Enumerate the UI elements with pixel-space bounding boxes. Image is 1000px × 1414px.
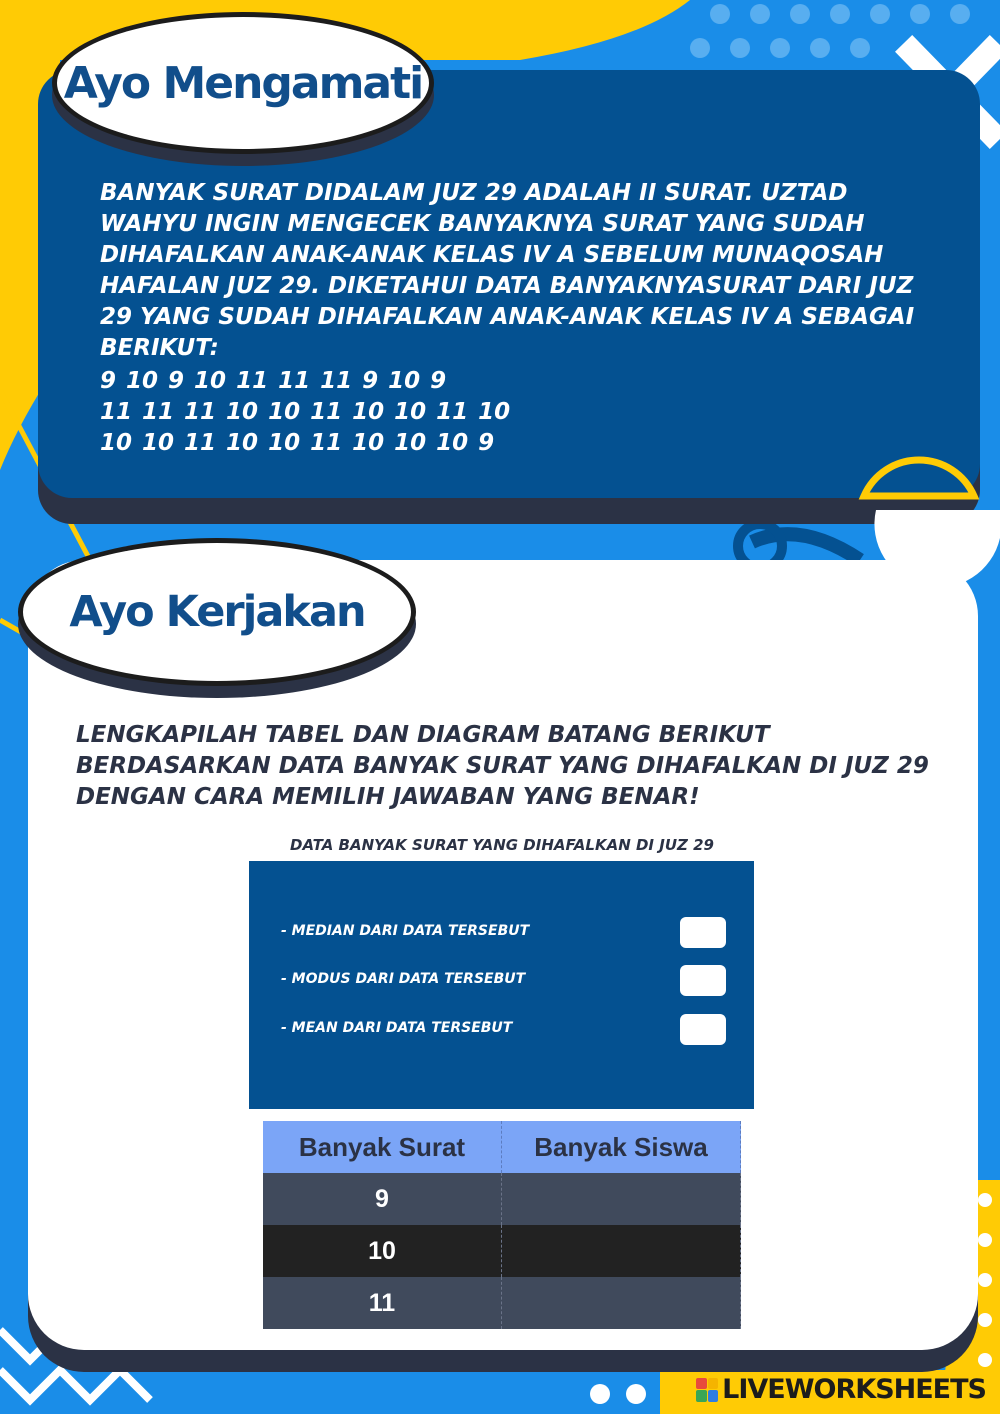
table-title: DATA BANYAK SURAT YANG DIHAFALKAN DI JUZ 29 (290, 836, 714, 854)
siswa-answer-cell[interactable] (502, 1277, 741, 1329)
data-row (100, 366, 520, 397)
stat-row-mean (281, 1014, 721, 1046)
table-row (263, 1225, 741, 1277)
data-value: 11 (142, 399, 175, 425)
data-value: 11 (184, 430, 217, 456)
data-value: 10 (126, 368, 159, 394)
mean-answer-input[interactable] (680, 1014, 726, 1045)
data-value: 10 (394, 399, 427, 425)
data-value: 11 (310, 430, 343, 456)
brand-name: LIVEWORKSHEETS (722, 1374, 986, 1405)
dot-pattern-top (690, 4, 970, 58)
data-value: 10 (142, 430, 175, 456)
stat-row-mode (281, 965, 721, 997)
mode-answer-input[interactable] (680, 965, 726, 996)
data-value: 10 (436, 430, 469, 456)
data-value: 11 (100, 399, 133, 425)
data-value: 9 (100, 368, 117, 394)
table-row (263, 1173, 741, 1225)
data-value: 10 (478, 399, 511, 425)
stat-row-median (281, 917, 721, 949)
column-header-siswa: Banyak Siswa (502, 1121, 741, 1173)
data-value: 10 (226, 430, 259, 456)
observe-heading: Ayo Mengamati (63, 57, 423, 109)
data-value: 9 (168, 368, 185, 394)
task-heading: Ayo Kerjakan (69, 587, 365, 637)
surat-cell: 9 (263, 1173, 502, 1225)
data-value: 9 (362, 368, 379, 394)
siswa-answer-cell[interactable] (502, 1225, 741, 1277)
mode-label: - MODUS DARI DATA TERSEBUT (281, 971, 526, 987)
data-row (100, 428, 520, 459)
data-value: 11 (278, 368, 311, 394)
column-header-surat: Banyak Surat (263, 1121, 502, 1173)
data-value: 11 (236, 368, 269, 394)
data-value: 10 (268, 430, 301, 456)
data-value: 10 (100, 430, 133, 456)
data-value: 11 (310, 399, 343, 425)
liveworksheets-logo-icon (696, 1378, 718, 1402)
data-value: 10 (352, 430, 385, 456)
survey-data (100, 366, 520, 459)
statistics-panel (249, 861, 754, 1109)
frequency-table (263, 1121, 741, 1329)
mean-label: - MEAN DARI DATA TERSEBUT (281, 1020, 513, 1036)
siswa-answer-cell[interactable] (502, 1173, 741, 1225)
table-header-row (263, 1121, 741, 1173)
yellow-semicircle-shape (864, 460, 974, 496)
surat-cell: 10 (263, 1225, 502, 1277)
data-value: 11 (436, 399, 469, 425)
data-value: 11 (320, 368, 353, 394)
task-instruction: LENGKAPILAH TABEL DAN DIAGRAM BATANG BERIKUT BERDASARKAN DATA BANYAK SURAT YANG DIHAFALKAN DI JUZ 29 DENGAN CARA MEMILIH JAWABAN YANG BENAR! (76, 722, 929, 810)
data-row (100, 397, 520, 428)
median-label: - MEDIAN DARI DATA TERSEBUT (281, 923, 530, 939)
data-value: 10 (226, 399, 259, 425)
surat-cell: 11 (263, 1277, 502, 1329)
data-value: 10 (194, 368, 227, 394)
data-value: 10 (394, 430, 427, 456)
data-value: 10 (268, 399, 301, 425)
task-heading-badge (18, 538, 416, 686)
data-value: 10 (388, 368, 421, 394)
median-answer-input[interactable] (680, 917, 726, 948)
blue-arc-shape (752, 534, 860, 560)
observe-paragraph: BANYAK SURAT DIDALAM JUZ 29 ADALAH II SURAT. UZTAD WAHYU INGIN MENGECEK BANYAKNYA SURAT YANG SUDAH DIHAFALKAN ANAK-ANAK KELAS IV A SEBELUM MUNAQOSAH HAFALAN JUZ 29. DIKETAHUI DATA BANYAKNYASURAT DARI JUZ 29 YANG SUDAH DIHAFALKAN ANAK-ANAK KELAS IV A SEBAGAI BERIKUT: (100, 180, 915, 361)
table-row (263, 1277, 741, 1329)
brand-watermark (696, 1374, 986, 1405)
data-value: 9 (478, 430, 495, 456)
data-value: 11 (184, 399, 217, 425)
data-value: 9 (430, 368, 447, 394)
observe-heading-badge (52, 12, 434, 154)
data-value: 10 (352, 399, 385, 425)
